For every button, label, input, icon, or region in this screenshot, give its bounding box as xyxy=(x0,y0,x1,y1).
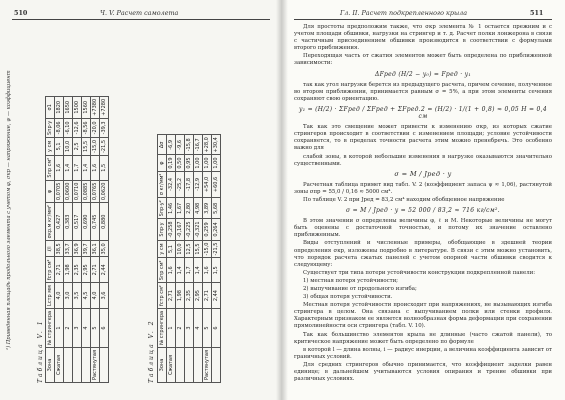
table-cell xyxy=(194,348,203,383)
table-cell: -8,06 xyxy=(55,118,64,137)
book-gutter xyxy=(276,0,288,400)
table-cell: 0,745 xyxy=(91,203,100,241)
paragraph: так как угол нагрузки берется из предыдущего расчета, причем сечение, полученное во втором приближении, принимается равным σ = 5%, а при этом элементы сечения сохраняют свою ориентацию. xyxy=(294,81,552,102)
table-cell: 12,5 xyxy=(185,240,194,258)
table-cell: 1,4 xyxy=(176,258,185,283)
table-cell: -15,0 xyxy=(203,240,212,258)
table-cell: +30,4 xyxy=(212,135,221,155)
table-header-cell: Sпр см² xyxy=(158,258,167,283)
table-cell: 0,690 xyxy=(82,203,91,241)
table-cell: 1,4 xyxy=(64,155,73,180)
table-cell: 4,0 xyxy=(55,283,64,309)
table-cell: 0,0765 xyxy=(91,180,100,203)
table-cell: 4 xyxy=(82,308,91,347)
table-cell: 2,71 xyxy=(55,257,64,283)
table-header-cell: Sпр·y xyxy=(158,219,167,240)
table-header-cell: Sпр см² xyxy=(46,155,55,180)
table-cell: 0,0885 xyxy=(82,180,91,203)
table-cell: 1,67 xyxy=(176,198,185,219)
rotated-tables xyxy=(37,23,273,383)
table-header-cell: ℓ/i xyxy=(46,241,55,257)
paragraph: Для средних стрингеров обычно принимается, что коэффициент заделки равен единице; в дальнейшем учитываются условия опирания и трение обшивки при различных условиях. xyxy=(294,361,552,383)
table-cell: 10,0 xyxy=(64,137,73,155)
table-cell: 15,5 xyxy=(194,240,203,258)
table-cell: 35,0 xyxy=(100,241,109,257)
table-row xyxy=(91,96,100,382)
table-cell: +7380 xyxy=(91,96,100,118)
table-cell: +60,6 xyxy=(212,171,221,198)
table-cell: 4 xyxy=(194,308,203,347)
rotated-tables-area xyxy=(36,22,274,384)
table-cell: 1,00 xyxy=(194,155,203,171)
table-cell: 1,98 xyxy=(176,283,185,309)
table-header-cell: σкр.м кг/мм² xyxy=(46,203,55,241)
left-page xyxy=(0,0,282,400)
table2 xyxy=(157,134,221,383)
table-cell: 2,35 xyxy=(185,283,194,309)
table-cell: 5 xyxy=(203,308,212,347)
table-header-cell: Δσ xyxy=(158,135,167,155)
table-cell: 2 xyxy=(64,308,73,347)
table-cell: 1,5 xyxy=(212,258,221,283)
paragraph: Существует три типа потери устойчивости конструкции подкрепленной панели: xyxy=(303,269,536,276)
formula-1: ΔFред (H/2 − y₀) = Fред · y₁ xyxy=(374,70,472,78)
table-cell: 1820 xyxy=(55,96,64,118)
table-cell: 5,1 xyxy=(55,137,64,155)
table-row xyxy=(203,135,212,383)
table-header-cell: № стрингера xyxy=(46,308,55,347)
table-cell: -16,7 xyxy=(194,135,203,155)
paragraph: Виды отступлений и численные примеры, обобщающие в здешней теории определения σкр, изложены подробно в литературе. В связи с этим можно установить, что порядок расчета сжатых панелей с учетом опорной части обшивки сводится к следующему: xyxy=(294,240,552,268)
table1-header-row xyxy=(46,96,55,382)
table-cell: +54,0 xyxy=(203,171,212,198)
table-cell: 2,95 xyxy=(194,283,203,309)
table-cell: 1650 xyxy=(64,96,73,118)
table-cell: 4,5 xyxy=(82,283,91,309)
list-item: 3) общая потеря устойчивости. xyxy=(303,294,393,301)
table-cell: 1,98 xyxy=(64,257,73,283)
table-cell: 6 xyxy=(212,308,221,347)
table-cell: 36,1 xyxy=(91,241,100,257)
table-cell: Растянутая xyxy=(91,348,100,383)
table1 xyxy=(45,96,109,383)
table2-header-row xyxy=(158,135,167,383)
table-cell: -12,9 xyxy=(194,171,203,198)
table2-body xyxy=(167,135,221,383)
table-cell: -15,0 xyxy=(91,137,100,155)
table-header-cell: Sпр·y xyxy=(46,118,55,137)
table-row xyxy=(73,96,82,382)
table-cell: 4,0 xyxy=(91,283,100,309)
table-cell: Сжатая xyxy=(55,348,64,383)
table-cell: 10,0 xyxy=(176,240,185,258)
table-row xyxy=(185,135,194,383)
table-cell: 2,71 xyxy=(167,283,176,309)
table-cell: -9,6 xyxy=(176,135,185,155)
table-cell: 2,71 xyxy=(203,283,212,309)
paragraph: Так как это смещение может привести к изменению σкр, из которых сжатие стрингеров происходит в соответствии с изменением площади; условие устойчивости сохраняется, то в пределах точности расчета этим можно пренебречь. Это особенно важно для xyxy=(294,124,552,152)
paragraph: Расчетная таблица примет вид табл. V. 2 (коэффициент запаса ψ ≈ 1,06), растянутой зоны σпр = 55,0 / 0,16 ≈ 5000 см⁴. xyxy=(294,181,552,195)
table-cell: -32,4 xyxy=(167,171,176,198)
paragraph: По таблице V. 2 при Jред = 83,2 см⁴ находим обобщенное напряжение xyxy=(303,196,505,203)
table-cell: -39,3 xyxy=(100,118,109,137)
table-cell: 1,7 xyxy=(185,258,194,283)
table-cell: -20,0 xyxy=(91,118,100,137)
table-row xyxy=(212,135,221,383)
table-row xyxy=(55,96,64,382)
table-cell: 2,44 xyxy=(100,257,109,283)
table-cell: 0,383 xyxy=(64,203,73,241)
table-cell: 2 xyxy=(176,308,185,347)
table-header-cell: φ xyxy=(158,155,167,171)
formula-2: y₁ = (H/2) · ΣFред / ΣFред + ΣFред.2 = (H/2) · 1/(1 + 0,8) ≈ 0,05 H = 0,4 см xyxy=(299,105,547,121)
table-cell: 6 xyxy=(100,308,109,347)
list-item: 2) выпучивание от продольного изгиба; xyxy=(303,286,417,292)
table-cell: 0,264 xyxy=(212,219,221,240)
side-note: ¹) Приведенная площадь продольного элемента с учетом φ, σкр — напряжение, ψ — коэффициент xyxy=(6,70,12,350)
table-cell: 15,5 xyxy=(82,137,91,155)
paragraph: слабой зоны, в которой небольшие изменения в нагрузке оказываются значительно существенными. xyxy=(294,153,552,167)
table-cell: +28,0 xyxy=(203,135,212,155)
table-cell: 0,517 xyxy=(73,203,82,241)
table-row xyxy=(100,96,109,382)
table-cell: 1,6 xyxy=(55,155,64,180)
table-header-cell: Lстр мм xyxy=(46,283,55,309)
table-cell: 0,0600 xyxy=(64,180,73,203)
table-row xyxy=(64,96,73,382)
table1-body xyxy=(55,96,109,382)
table-cell: +7280 xyxy=(100,96,109,118)
table-cell: Сжатая xyxy=(167,348,176,383)
table-cell xyxy=(73,348,82,383)
table-cell: 0,50 xyxy=(176,155,185,171)
table-cell: 1 xyxy=(167,308,176,347)
table-cell: 3,5 xyxy=(73,283,82,309)
table-cell xyxy=(82,348,91,383)
table-cell xyxy=(64,348,73,383)
table-cell: 3,6 xyxy=(100,283,109,309)
table-cell: 2,71 xyxy=(91,257,100,283)
table-cell xyxy=(176,348,185,383)
table-cell: 1,7 xyxy=(73,155,82,180)
running-head-left: Ч. V. Расчет самолета xyxy=(100,9,179,17)
table-cell: 1,00 xyxy=(212,155,221,171)
table-row xyxy=(167,135,176,383)
table-cell xyxy=(212,348,221,383)
paragraph: Местная потеря устойчивости происходит при напряжениях, не вызывающих изгиба стрингера в целом. Она связана с выпучиванием полки или стенки профиля. Характерным признаком ее является волнообразная форма деформации при сохранении прямолинейности оси стрингера (табл. V. 10). xyxy=(294,302,552,330)
table-cell: 1,46 xyxy=(167,198,176,219)
formula-3: σ = M / Jред · y xyxy=(394,169,452,178)
table2-caption: Таблица V. 2 xyxy=(148,319,155,383)
table-cell: 0,427 xyxy=(55,203,64,241)
table-cell: -0,321 xyxy=(194,219,203,240)
table-cell: -0,225 xyxy=(185,219,194,240)
paragraph: В этом значении σ определены величины φ, ℓ и M. Некоторые величины не могут быть оценены с достаточной точностью, и потому их значение оставлено приближенным. xyxy=(294,218,552,239)
table-cell: -6,9 xyxy=(167,135,176,155)
table-header-cell: φ xyxy=(46,180,55,203)
paragraph: Так как большинство элементов крыла не длинные (часто сжатой панели), то критическое напряжение может быть определено по формуле xyxy=(294,331,552,345)
right-page xyxy=(282,0,565,400)
running-head-right: Гл. II. Расчет подкрепленного крыла xyxy=(340,9,468,17)
table-cell: 1,5 xyxy=(100,155,109,180)
table-cell: 2,95 xyxy=(82,257,91,283)
paragraph: Для простоты предположим также, что σкр элемента № 1 остается прежним и с учетом площади обшивки, нагрузки на стрингер и т. д. Расчет полки лонжерона в связи с частичным присоединением обшивки производится в соответствии с формулами второго приближения. xyxy=(294,24,552,52)
table-cell: 1,4 xyxy=(82,155,91,180)
table-cell: 0,0710 xyxy=(73,180,82,203)
header-rule-left xyxy=(12,19,270,20)
table-cell: 1560 xyxy=(82,96,91,118)
table-cell: 39,7 xyxy=(82,241,91,257)
page-number-right: 511 xyxy=(530,9,544,17)
table-cell: 2,44 xyxy=(212,283,221,309)
page-number-left: 510 xyxy=(14,9,28,17)
table-cell: 1,6 xyxy=(91,155,100,180)
table-row xyxy=(176,135,185,383)
table-header-cell: fстр см² xyxy=(46,257,55,283)
table-cell: 0,880 xyxy=(100,203,109,241)
table-cell: 1,4 xyxy=(194,258,203,283)
table-cell: 2,35 xyxy=(73,257,82,283)
table-cell: 1 xyxy=(55,308,64,347)
table-header-cell: y см xyxy=(46,137,55,155)
table-header-cell: σ кг/мм² xyxy=(158,171,167,198)
table-cell: 1,00 xyxy=(203,155,212,171)
table-cell: 1500 xyxy=(73,96,82,118)
table-header-cell: Зона xyxy=(46,348,55,383)
table-cell: -21,5 xyxy=(212,240,221,258)
table-cell: -6,10 xyxy=(64,118,73,137)
table-cell: 1,6 xyxy=(167,258,176,283)
list-item: 1) местная потеря устойчивости; xyxy=(303,277,398,284)
table-cell: 3 xyxy=(185,308,194,347)
table-cell: 0,0620 xyxy=(100,180,109,203)
table-cell: 5,1 xyxy=(167,240,176,258)
table-cell: 5,68 xyxy=(212,198,221,219)
table-cell: 4,98 xyxy=(194,198,203,219)
table-cell: -0,258 xyxy=(167,219,176,240)
header-rule-right xyxy=(294,19,552,20)
table-cell: 33,7 xyxy=(64,241,73,257)
table-cell: 0,19 xyxy=(167,155,176,171)
table-cell: 0,259 xyxy=(203,219,212,240)
table-cell: 0,95 xyxy=(185,155,194,171)
table-cell: -17,8 xyxy=(185,171,194,198)
paragraph: в которой l — длина волны, i — радиус инерции, а величина коэффициента зависит от граничных условий. xyxy=(294,346,552,360)
paragraph: Переходящая часть от сжатия элементов может быть определена по приближенной зависимости: xyxy=(294,53,552,67)
table-header-cell: Зона xyxy=(158,348,167,383)
table-header-cell: fстр см² xyxy=(158,283,167,309)
table-cell: -21,5 xyxy=(100,137,109,155)
table-cell: Растянутая xyxy=(203,348,212,383)
table-cell: -0,167 xyxy=(176,219,185,240)
table-cell xyxy=(185,348,194,383)
table-cell: 36,9 xyxy=(73,241,82,257)
table-cell: 2,80 xyxy=(185,198,194,219)
table-cell: 5 xyxy=(91,308,100,347)
table-header-cell: № стрингера xyxy=(158,308,167,347)
body-text xyxy=(294,24,552,384)
table-cell: -25,2 xyxy=(176,171,185,198)
table-cell: -8,56 xyxy=(82,118,91,137)
table-header-cell: y см xyxy=(158,240,167,258)
table-cell: -12,6 xyxy=(73,118,82,137)
table1-caption: Таблица V. 1 xyxy=(37,319,44,383)
table-cell: 1,6 xyxy=(203,258,212,283)
table-row xyxy=(194,135,203,383)
table-cell: 3 xyxy=(73,308,82,347)
table-cell: 3,89 xyxy=(203,198,212,219)
table-row xyxy=(82,96,91,382)
table-header-cell: Sпр·y² xyxy=(158,198,167,219)
table-cell: 0,0705 xyxy=(55,180,64,203)
table-header-cell: σ1 xyxy=(46,96,55,118)
table-cell: 2,5 xyxy=(73,137,82,155)
table-cell: 38,5 xyxy=(55,241,64,257)
formula-4: σ = M / Jред · y = 52 000 / 83,2 ≈ 716 кг/см². xyxy=(346,207,500,215)
table-cell: 3,0 xyxy=(64,283,73,309)
table-cell: -15,8 xyxy=(185,135,194,155)
table-cell xyxy=(100,348,109,383)
